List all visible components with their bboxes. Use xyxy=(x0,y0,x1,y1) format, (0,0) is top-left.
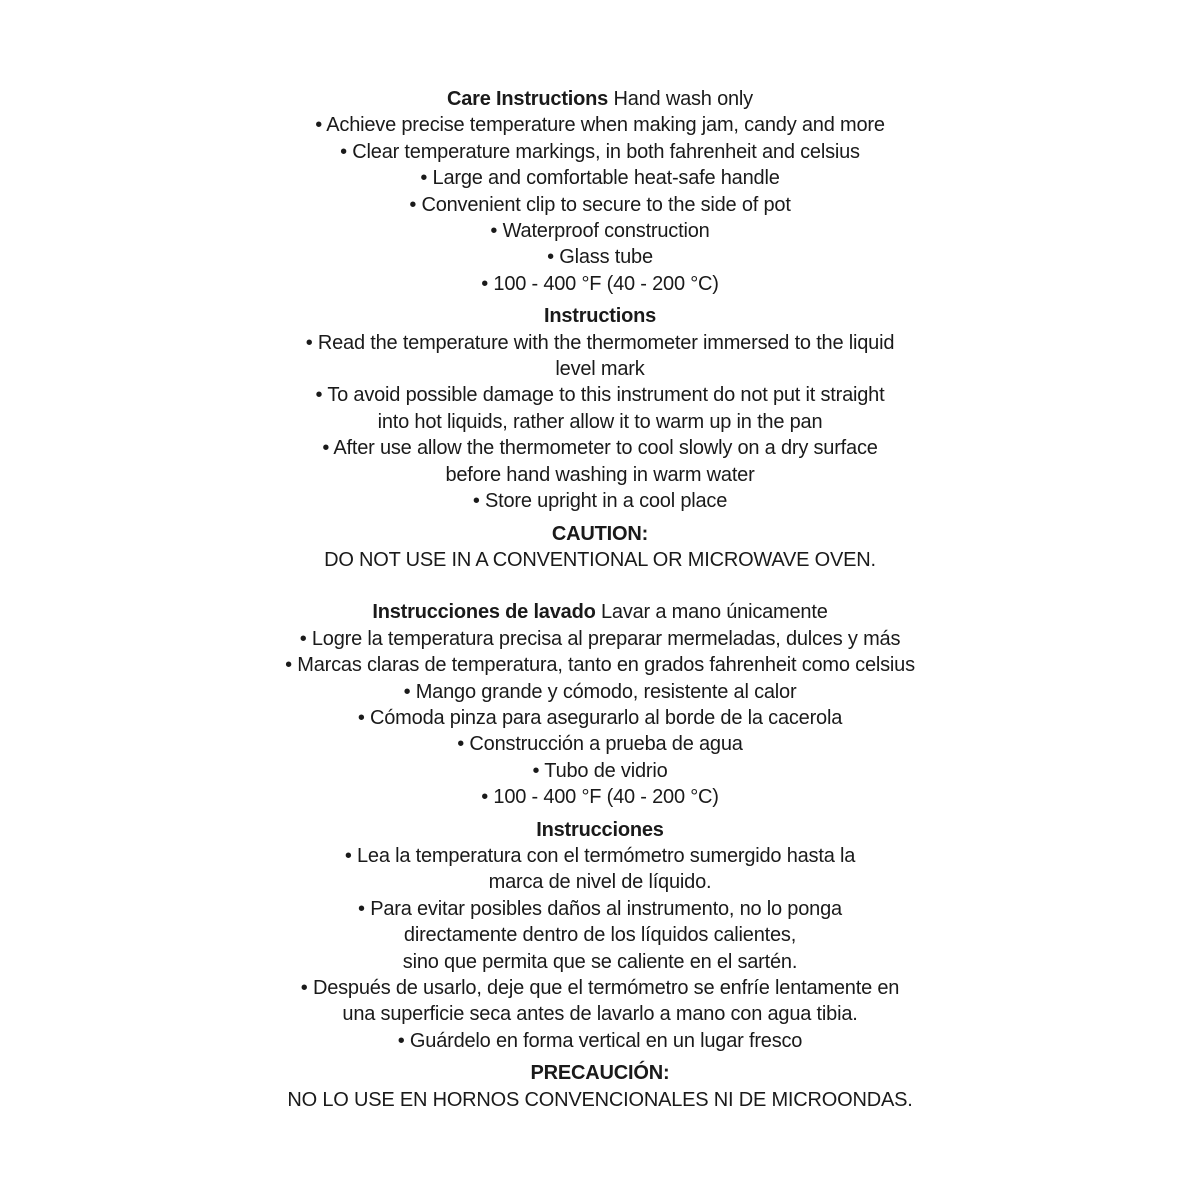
feature-line: • Clear temperature markings, in both fahrenheit and celsius xyxy=(340,140,860,163)
instruction-line: • After use allow the thermometer to cool slowly on a dry surface xyxy=(322,437,878,460)
feature-line: • Glass tube xyxy=(547,246,653,269)
caution-title: CAUTION: xyxy=(551,522,649,545)
spanish-section xyxy=(0,599,1200,1113)
care-title: Care Instructions xyxy=(447,88,609,110)
feature-line: • Tubo de vidrio xyxy=(532,759,668,782)
feature-line: • Achieve precise temperature when making jam, candy and more xyxy=(315,114,885,137)
instruction-line: • Lea la temperatura con el termómetro sumergido hasta la xyxy=(344,844,856,867)
care-line xyxy=(0,599,1200,625)
instruction-line: • Store upright in a cool place xyxy=(472,490,728,513)
instruction-line: level mark xyxy=(555,358,645,381)
section-gap xyxy=(0,573,1200,599)
instructions-title: Instrucciones xyxy=(536,818,664,841)
feature-line: • Marcas claras de temperatura, tanto en grados fahrenheit como celsius xyxy=(285,654,915,677)
caution-text: NO LO USE EN HORNOS CONVENCIONALES NI DE MICROONDAS. xyxy=(287,1088,913,1111)
feature-line: • 100 - 400 °F (40 - 200 °C) xyxy=(481,272,719,295)
instruction-line: • Para evitar posibles daños al instrumento, no lo ponga xyxy=(358,897,842,920)
care-line xyxy=(0,86,1200,112)
feature-line: • Convenient clip to secure to the side of pot xyxy=(409,193,791,216)
caution-title: PRECAUCIÓN: xyxy=(530,1062,670,1085)
instruction-line: • Read the temperature with the thermometer immersed to the liquid xyxy=(305,331,895,354)
instruction-line: before hand washing in warm water xyxy=(445,463,755,486)
caution-text: DO NOT USE IN A CONVENTIONAL OR MICROWAVE OVEN. xyxy=(324,548,876,571)
feature-line: • Construcción a prueba de agua xyxy=(457,733,743,756)
instruction-line: directamente dentro de los líquidos calientes, xyxy=(403,924,797,947)
feature-line: • 100 - 400 °F (40 - 200 °C) xyxy=(481,786,719,809)
feature-line: • Cómoda pinza para asegurarlo al borde de la cacerola xyxy=(357,706,843,729)
instruction-line: marca de nivel de líquido. xyxy=(488,871,712,894)
english-section xyxy=(0,86,1200,573)
instruction-line: into hot liquids, rather allow it to warm up in the pan xyxy=(377,410,823,433)
care-text: Hand wash only xyxy=(608,88,753,110)
feature-line: • Logre la temperatura precisa al preparar mermeladas, dulces y más xyxy=(299,627,901,650)
instruction-line: • Guárdelo en forma vertical en un lugar fresco xyxy=(397,1029,803,1052)
feature-line: • Waterproof construction xyxy=(490,220,710,243)
instruction-sheet xyxy=(0,86,1200,1113)
instructions-title: Instructions xyxy=(543,305,657,328)
instruction-line: sino que permita que se caliente en el sartén. xyxy=(402,950,798,973)
feature-line: • Large and comfortable heat-safe handle xyxy=(420,167,780,190)
instruction-line: una superficie seca antes de lavarlo a mano con agua tibia. xyxy=(342,1003,858,1026)
care-title: Instrucciones de lavado xyxy=(372,601,596,624)
instruction-line: • To avoid possible damage to this instrument do not put it straight xyxy=(315,384,885,407)
care-text: Lavar a mano únicamente xyxy=(595,601,828,624)
instruction-line: • Después de usarlo, deje que el termómetro se enfríe lentamente en xyxy=(300,977,900,999)
feature-line: • Mango grande y cómodo, resistente al calor xyxy=(403,680,797,703)
